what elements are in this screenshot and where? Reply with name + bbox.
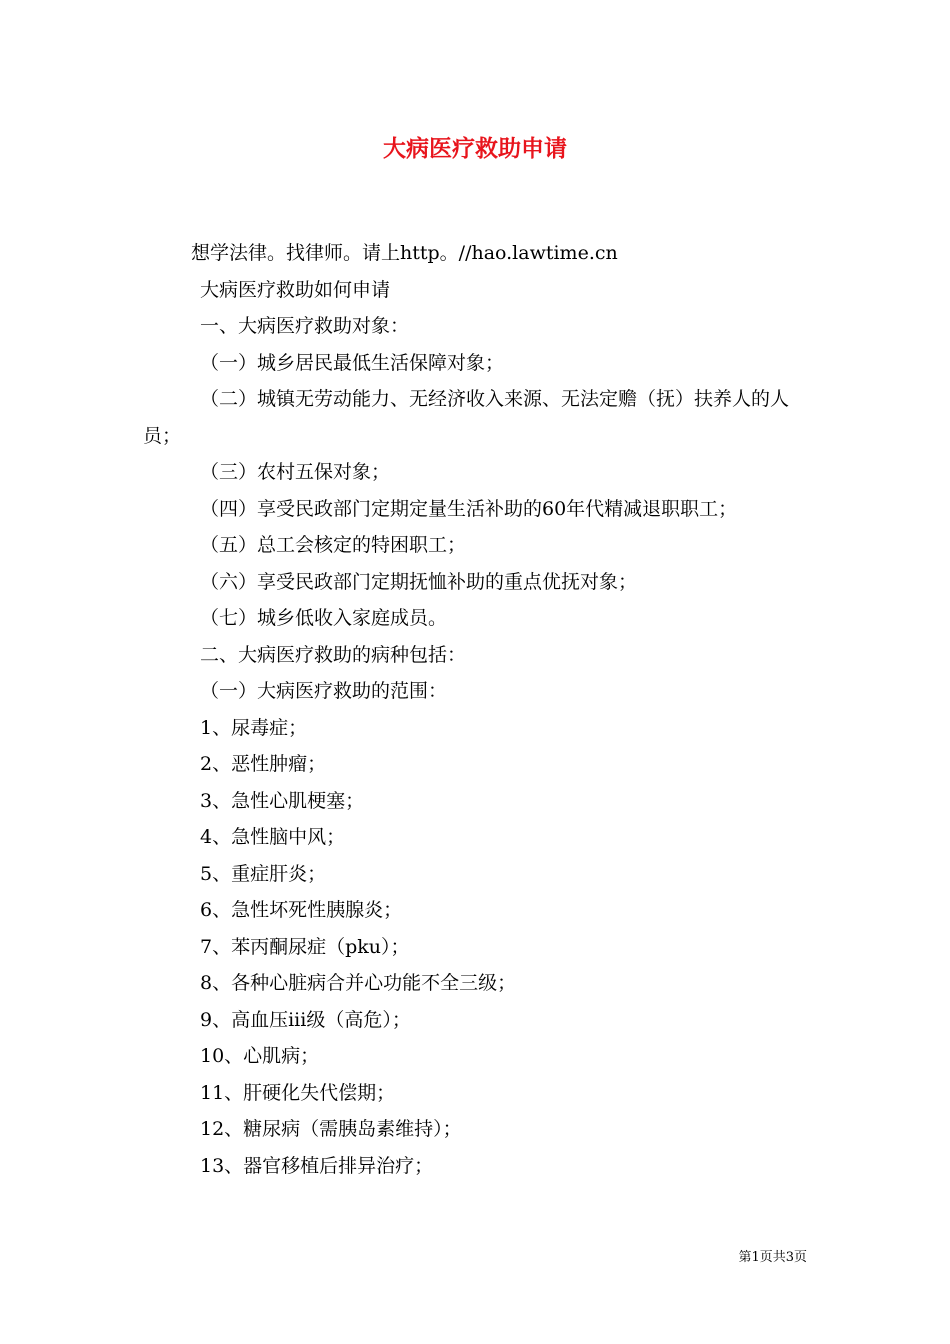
document-title: 大病医疗救助申请	[383, 135, 567, 162]
disease-item: 3、急性心肌梗塞；	[200, 789, 365, 812]
section1-item: （二）城镇无劳动能力、无经济收入来源、无法定赡（抚）扶养人的人员；	[143, 388, 790, 447]
section2-heading: 二、大病医疗救助的病种包括：	[200, 643, 467, 666]
section1-item: （六）享受民政部门定期抚恤补助的重点优抚对象；	[200, 570, 638, 593]
disease-item: 13、器官移植后排异治疗；	[200, 1154, 434, 1177]
disease-item: 10、心肌病；	[200, 1045, 320, 1067]
disease-item: 1、尿毒症；	[200, 716, 308, 739]
section1-item: （三）农村五保对象；	[200, 461, 391, 483]
section1-item: （四）享受民政部门定期定量生活补助的60年代精减退职职工；	[200, 497, 738, 520]
disease-item: 6、急性坏死性胰腺炎；	[200, 899, 403, 921]
section1-item: （一）城乡居民最低生活保障对象；	[200, 351, 505, 374]
section1-heading: 一、大病医疗救助对象：	[200, 315, 410, 337]
intro-line: 想学法律。找律师。请上http。//hao.lawtime.cn	[191, 242, 618, 264]
disease-item: 5、重症肝炎；	[200, 862, 327, 885]
disease-item: 4、急性脑中风；	[200, 826, 346, 848]
page-number: 第1页共3页	[738, 1250, 807, 1265]
disease-item: 11、肝硬化失代偿期；	[200, 1081, 396, 1104]
disease-item: 8、各种心脏病合并心功能不全三级；	[200, 972, 517, 994]
section-heading: 大病医疗救助如何申请	[200, 278, 391, 301]
disease-item: 2、恶性肿瘤；	[200, 753, 327, 775]
section1-item: （五）总工会核定的特困职工；	[200, 534, 467, 556]
document-body	[143, 235, 809, 1184]
disease-item: 12、糖尿病（需胰岛素维持）；	[200, 1118, 462, 1140]
section1-item: （七）城乡低收入家庭成员。	[200, 607, 448, 629]
disease-item: 9、高血压iii级（高危）；	[200, 1008, 411, 1031]
disease-item: 7、苯丙酮尿症（pku）；	[200, 935, 410, 958]
section2-subheading: （一）大病医疗救助的范围：	[200, 680, 448, 702]
